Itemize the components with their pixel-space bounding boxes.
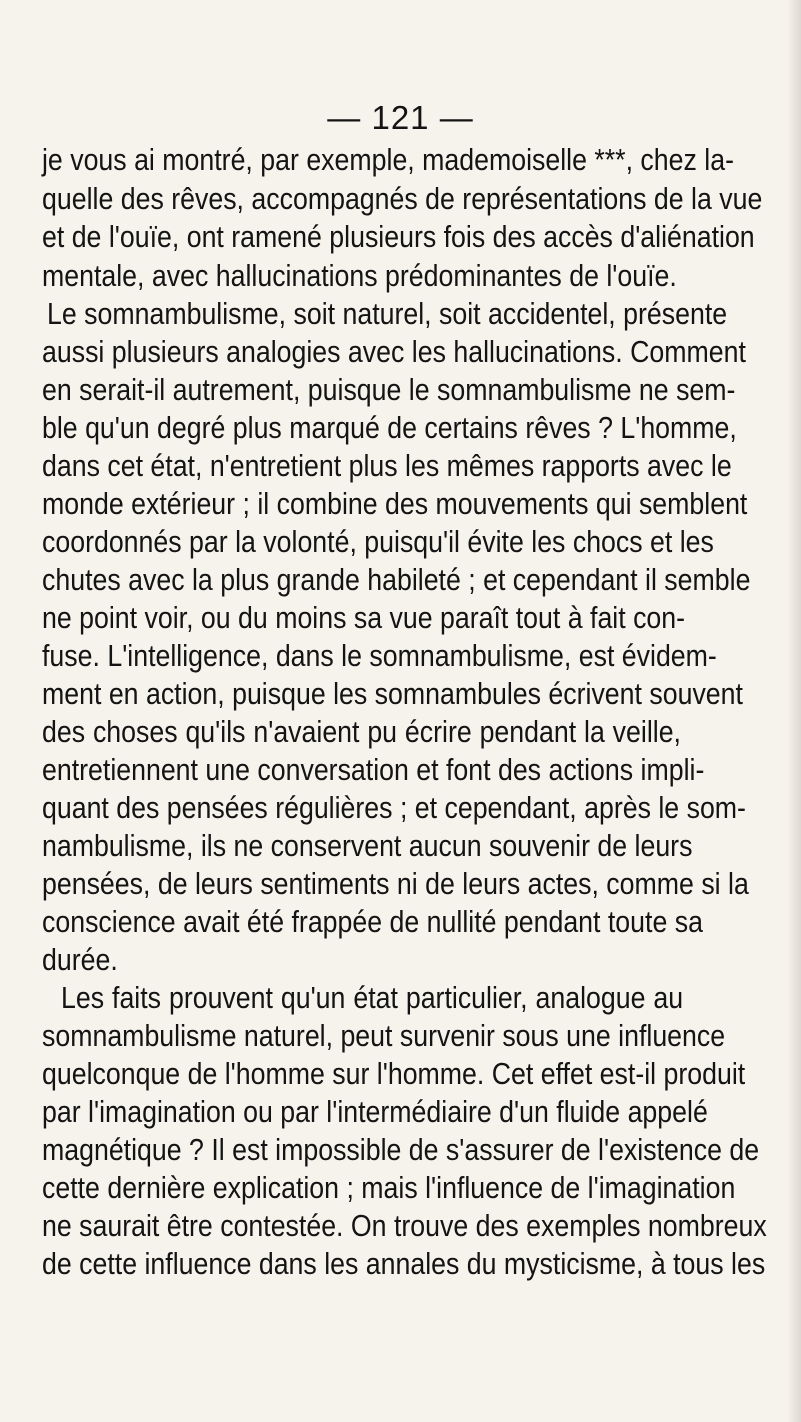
text-line: fuse. L'intelligence, dans le somnambulisme, est évidem-: [42, 640, 717, 673]
page-number: — 121 —: [327, 99, 474, 136]
text-line: ment en action, puisque les somnambules écrivent souvent: [42, 678, 743, 711]
text-line: somnambulisme naturel, peut survenir sous une influence: [42, 1020, 726, 1053]
text-line: ne saurait être contestée. On trouve des exemples nombreux: [42, 1210, 767, 1243]
text-line: ble qu'un degré plus marqué de certains rêves ? L'homme,: [42, 412, 737, 445]
text-line: aussi plusieurs analogies avec les hallucinations. Comment: [42, 336, 746, 369]
text-line: de cette influence dans les annales du mysticisme, à tous les: [42, 1248, 766, 1281]
text-line: mentale, avec hallucinations prédominantes de l'ouïe.: [42, 260, 677, 293]
text-line: Le somnambulisme, soit naturel, soit accidentel, présente: [47, 298, 728, 331]
text-line: entretiennent une conversation et font des actions impli-: [42, 754, 705, 787]
text-line: cette dernière explication ; mais l'influence de l'imagination: [42, 1172, 736, 1205]
text-line: je vous ai montré, par exemple, mademoiselle ***, chez la-: [42, 144, 734, 177]
text-line: et de l'ouïe, ont ramené plusieurs fois des accès d'aliénation: [42, 221, 755, 254]
text-line: chutes avec la plus grande habileté ; et cependant il semble: [42, 564, 751, 597]
text-line: coordonnés par la volonté, puisqu'il évite les chocs et les: [42, 526, 714, 559]
text-line: nambulisme, ils ne conservent aucun souvenir de leurs: [42, 830, 693, 863]
text-line: pensées, de leurs sentiments ni de leurs actes, comme si la: [42, 868, 749, 901]
text-line: conscience avait été frappée de nullité pendant toute sa: [42, 906, 703, 939]
text-line: quelconque de l'homme sur l'homme. Cet effet est-il produit: [42, 1058, 746, 1091]
text-line: en serait-il autrement, puisque le somnambulisme ne sem-: [42, 374, 736, 407]
text-line: durée.: [42, 944, 118, 977]
text-line: ne point voir, ou du moins sa vue paraît tout à fait con-: [42, 602, 686, 635]
text-line: monde extérieur ; il combine des mouvements qui semblent: [42, 488, 748, 521]
text-line: par l'imagination ou par l'intermédiaire d'un fluide appelé: [42, 1096, 708, 1129]
text-line: quelle des rêves, accompagnés de représentations de la vue: [42, 183, 763, 216]
text-line: des choses qu'ils n'avaient pu écrire pendant la veille,: [42, 716, 681, 749]
text-line: quant des pensées régulières ; et cependant, après le som-: [42, 792, 746, 825]
text-line: Les faits prouvent qu'un état particulier, analogue au: [61, 982, 684, 1015]
text-line: dans cet état, n'entretient plus les mêmes rapports avec le: [42, 450, 732, 483]
text-line: magnétique ? Il est impossible de s'assurer de l'existence de: [42, 1134, 760, 1167]
